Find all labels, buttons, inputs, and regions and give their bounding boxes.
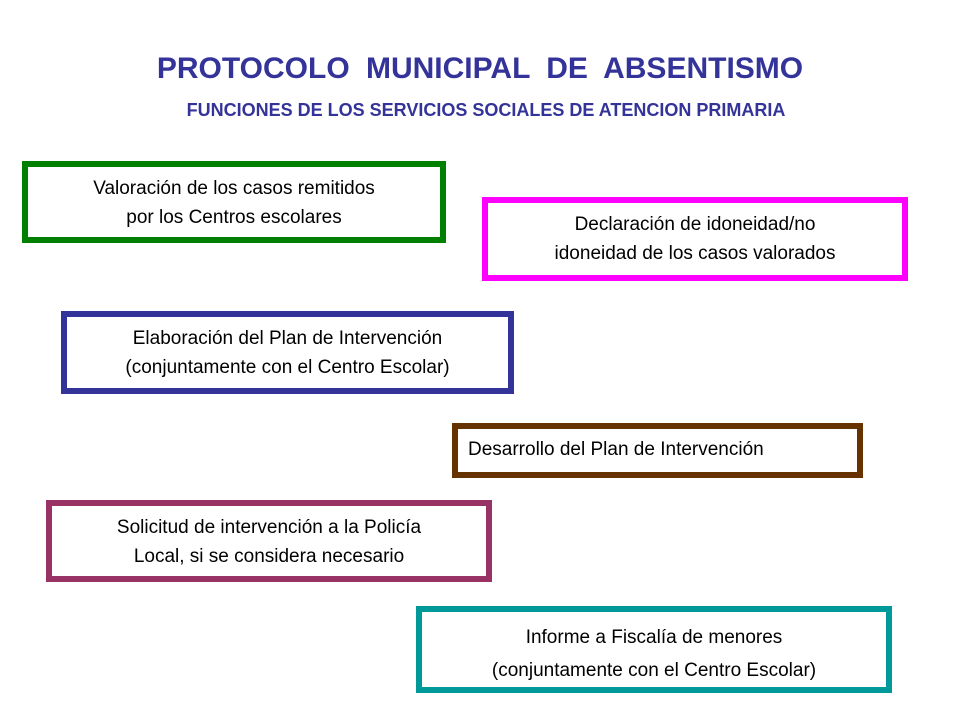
box-elaboracion-line1: Elaboración del Plan de Intervención xyxy=(132,328,443,349)
page-title: PROTOCOLO MUNICIPAL DE ABSENTISMO xyxy=(156,52,804,85)
box-elaboracion xyxy=(61,311,514,394)
box-valoracion xyxy=(22,161,446,243)
box-informe-line1: Informe a Fiscalía de menores xyxy=(525,627,783,648)
box-elaboracion-line2: (conjuntamente con el Centro Escolar) xyxy=(125,357,450,378)
box-informe-line2: (conjuntamente con el Centro Escolar) xyxy=(491,660,817,681)
box-declaracion-line1: Declaración de idoneidad/no xyxy=(574,214,816,235)
box-valoracion-line2: por los Centros escolares xyxy=(126,207,342,228)
box-informe xyxy=(416,606,892,693)
box-solicitud xyxy=(46,500,492,582)
box-declaracion xyxy=(482,197,908,281)
box-desarrollo-line1: Desarrollo del Plan de Intervención xyxy=(468,439,764,460)
box-solicitud-line1: Solicitud de intervención a la Policía xyxy=(116,517,422,538)
box-desarrollo xyxy=(452,423,863,478)
box-valoracion-line1: Valoración de los casos remitidos xyxy=(93,178,375,199)
page-subtitle: FUNCIONES DE LOS SERVICIOS SOCIALES DE ATENCION PRIMARIA xyxy=(186,100,786,120)
box-declaracion-line2: idoneidad de los casos valorados xyxy=(554,243,836,264)
box-solicitud-line2: Local, si se considera necesario xyxy=(133,546,405,567)
